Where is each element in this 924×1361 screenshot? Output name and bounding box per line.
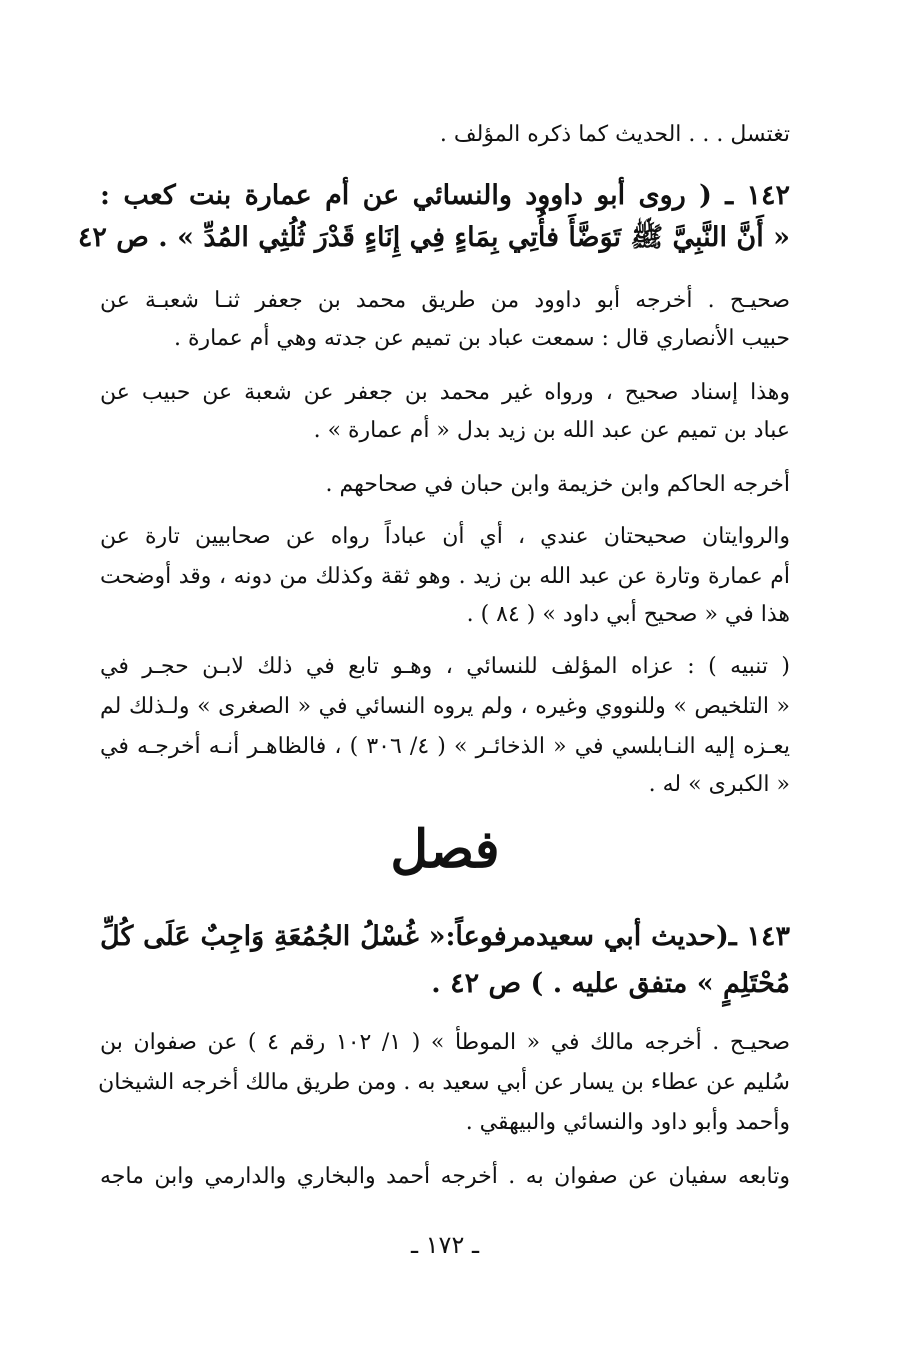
text-line-7: عباد بن تميم عن عبد الله بن زيد بدل « أم عمارة » .: [313, 418, 790, 443]
text-line-21: وتابعه سفيان عن صفوان به . أخرجه أحمد والبخاري والدارمي وابن ماجه: [100, 1164, 791, 1189]
book-page: [77, 0, 791, 1361]
text-line-18: صحيـح . أخرجه مالك في « الموطأ » ( ١/ ١٠٢ رقم ٤ ) عن صفوان بن: [100, 1030, 791, 1055]
text-line-8: أخرجه الحاكم وابن خزيمة وابن حبان في صحاحهم .: [325, 472, 790, 497]
page-number: ـ ١٧٢ ـ: [410, 1231, 479, 1259]
text-line-20: وأحمد وأبو داود والنسائي والبيهقي .: [465, 1110, 790, 1135]
text-line-4: صحيـح . أخرجه أبو داوود من طريق محمد بن جعفر ثنـا شعبـة عن: [100, 288, 790, 313]
hadith-143-title: ١٤٣ ـ(حديث أبي سعيدمرفوعاً:« غُسْلُ الجُمُعَةِ وَاجِبٌ عَلَى كُلِّ: [100, 921, 790, 952]
text-line-11: هذا في « صحيح أبي داود » ( ٨٤ ) .: [466, 602, 790, 627]
text-line-15: « الكبرى » له .: [648, 772, 790, 797]
text-line-1: تغتسل . . . الحديث كما ذكره المؤلف .: [439, 122, 790, 147]
text-line-14: يعـزه إليه النـابلسي في « الذخائـر » ( ٤/ ٣٠٦ ) ، فالظاهـر أنـه أخرجـه في: [100, 734, 790, 759]
hadith-143-text: مُحْتَلِمٍ » متفق عليه . ) ص ٤٢ .: [431, 968, 790, 999]
hadith-142-title: ١٤٢ ـ ( روى أبو داوود والنسائي عن أم عمارة بنت كعب :: [100, 180, 790, 211]
text-line-9: والروايتان صحيحتان عندي ، أي أن عباداً رواه عن صحابيين تارة عن: [100, 524, 790, 549]
text-line-13: « التلخيص » وللنووي وغيره ، ولم يروه النسائي في « الصغرى » ولـذلك لم: [100, 694, 790, 719]
text-line-10: أم عمارة وتارة عن عبد الله بن زيد . وهو ثقة وكذلك من دونه ، وقد أوضحت: [100, 564, 790, 589]
text-line-5: حبيب الأنصاري قال : سمعت عباد بن تميم عن جدته وهي أم عمارة .: [174, 326, 790, 351]
section-heading: فصل: [390, 819, 500, 880]
text-line-12: ( تنبيه ) : عزاه المؤلف للنسائي ، وهـو تابع في ذلك لابـن حجـر في: [100, 654, 790, 679]
text-line-6: وهذا إسناد صحيح ، ورواه غير محمد بن جعفر عن شعبة عن حبيب عن: [100, 380, 790, 405]
text-line-19: سُليم عن عطاء بن يسار عن أبي سعيد به . ومن طريق مالك أخرجه الشيخان: [98, 1070, 790, 1095]
hadith-142-text: « أَنَّ النَّبِيَّ ﷺ تَوَضَّأَ فأُتِي بِمَاءٍ فِي إِنَاءٍ قَدْرَ ثُلُثِي المُدِّ » . ص ٤٢: [77, 222, 790, 253]
